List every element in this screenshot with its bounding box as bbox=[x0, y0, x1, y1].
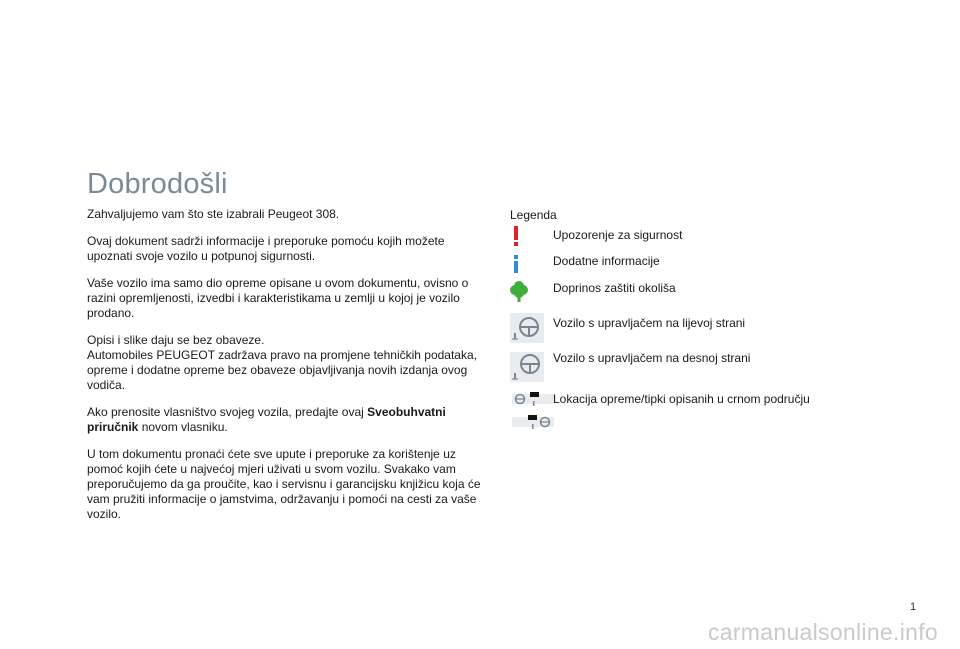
legend-label-additional-info: Dodatne informacije bbox=[553, 254, 660, 268]
intro-paragraph-document: Ovaj dokument sadrži informacije i preporuke pomoću kojih možete upoznati svoje vozilo u potpunoj sigurnosti. bbox=[87, 234, 445, 263]
intro-paragraph-disclaimer bbox=[87, 333, 487, 393]
warning-exclamation-icon bbox=[510, 225, 522, 247]
ownership-text-before: Ako prenosite vlasništvo svojeg vozila, predajte ovaj bbox=[87, 405, 368, 419]
page-number: 1 bbox=[910, 601, 917, 613]
legend-label-left-hand-drive: Vozilo s upravljačem na lijevoj strani bbox=[553, 316, 746, 330]
legend-label-safety-warning: Upozorenje za sigurnost bbox=[553, 228, 683, 242]
info-icon bbox=[510, 254, 522, 274]
disclaimer-line-1: Opisi i slike daju se bez obaveze. bbox=[87, 333, 265, 347]
page-title: Dobrodošli bbox=[87, 168, 228, 200]
legend-label-environment: Doprinos zaštiti okoliša bbox=[553, 281, 676, 295]
right-hand-drive-icon bbox=[510, 352, 544, 382]
ownership-text-after: novom vlasniku. bbox=[138, 420, 228, 434]
legend-title: Legenda bbox=[510, 208, 557, 222]
intro-paragraph-equipment: Vaše vozilo ima samo dio opreme opisane u ovom dokumentu, ovisno o razini opremljenosti, izvedbi i karakteristikama u zemlji u kojoj je vozilo prodano. bbox=[87, 276, 469, 320]
intro-paragraph-thanks: Zahvaljujemo vam što ste izabrali Peugeot 308. bbox=[87, 207, 340, 221]
intro-paragraph-ownership bbox=[87, 405, 487, 435]
dashboard-location-alt-icon bbox=[512, 413, 554, 431]
left-hand-drive-icon bbox=[510, 313, 544, 343]
watermark: carmanualsonline.info bbox=[707, 619, 938, 645]
disclaimer-line-2: Automobiles PEUGEOT zadržava pravo na promjene tehničkih podataka, opreme i dodatne opreme bez obaveze objavljivanja novih izdanja ovog vodiča. bbox=[87, 348, 477, 392]
legend-label-equipment-location: Lokacija opreme/tipki opisanih u crnom području bbox=[553, 392, 810, 406]
manual-name: Sveobuhvatni priručnik bbox=[87, 405, 446, 434]
intro-paragraph-contents: U tom dokumentu pronaći ćete sve upute i preporuke za korištenje uz pomoć kojih ćete u najvećoj mjeri uživati u svom vozilu. Svakako vam preporučujemo da ga proučite, kao i servisnu i garancijsku knjižicu koja će vam pružiti informacije o jamstvima, održavanju i pomoći na cesti za vaše vozilo. bbox=[87, 447, 481, 521]
dashboard-location-icon bbox=[512, 390, 554, 408]
legend-label-right-hand-drive: Vozilo s upravljačem na desnoj strani bbox=[553, 351, 751, 365]
tree-icon bbox=[508, 281, 530, 303]
intro-text bbox=[87, 207, 487, 534]
